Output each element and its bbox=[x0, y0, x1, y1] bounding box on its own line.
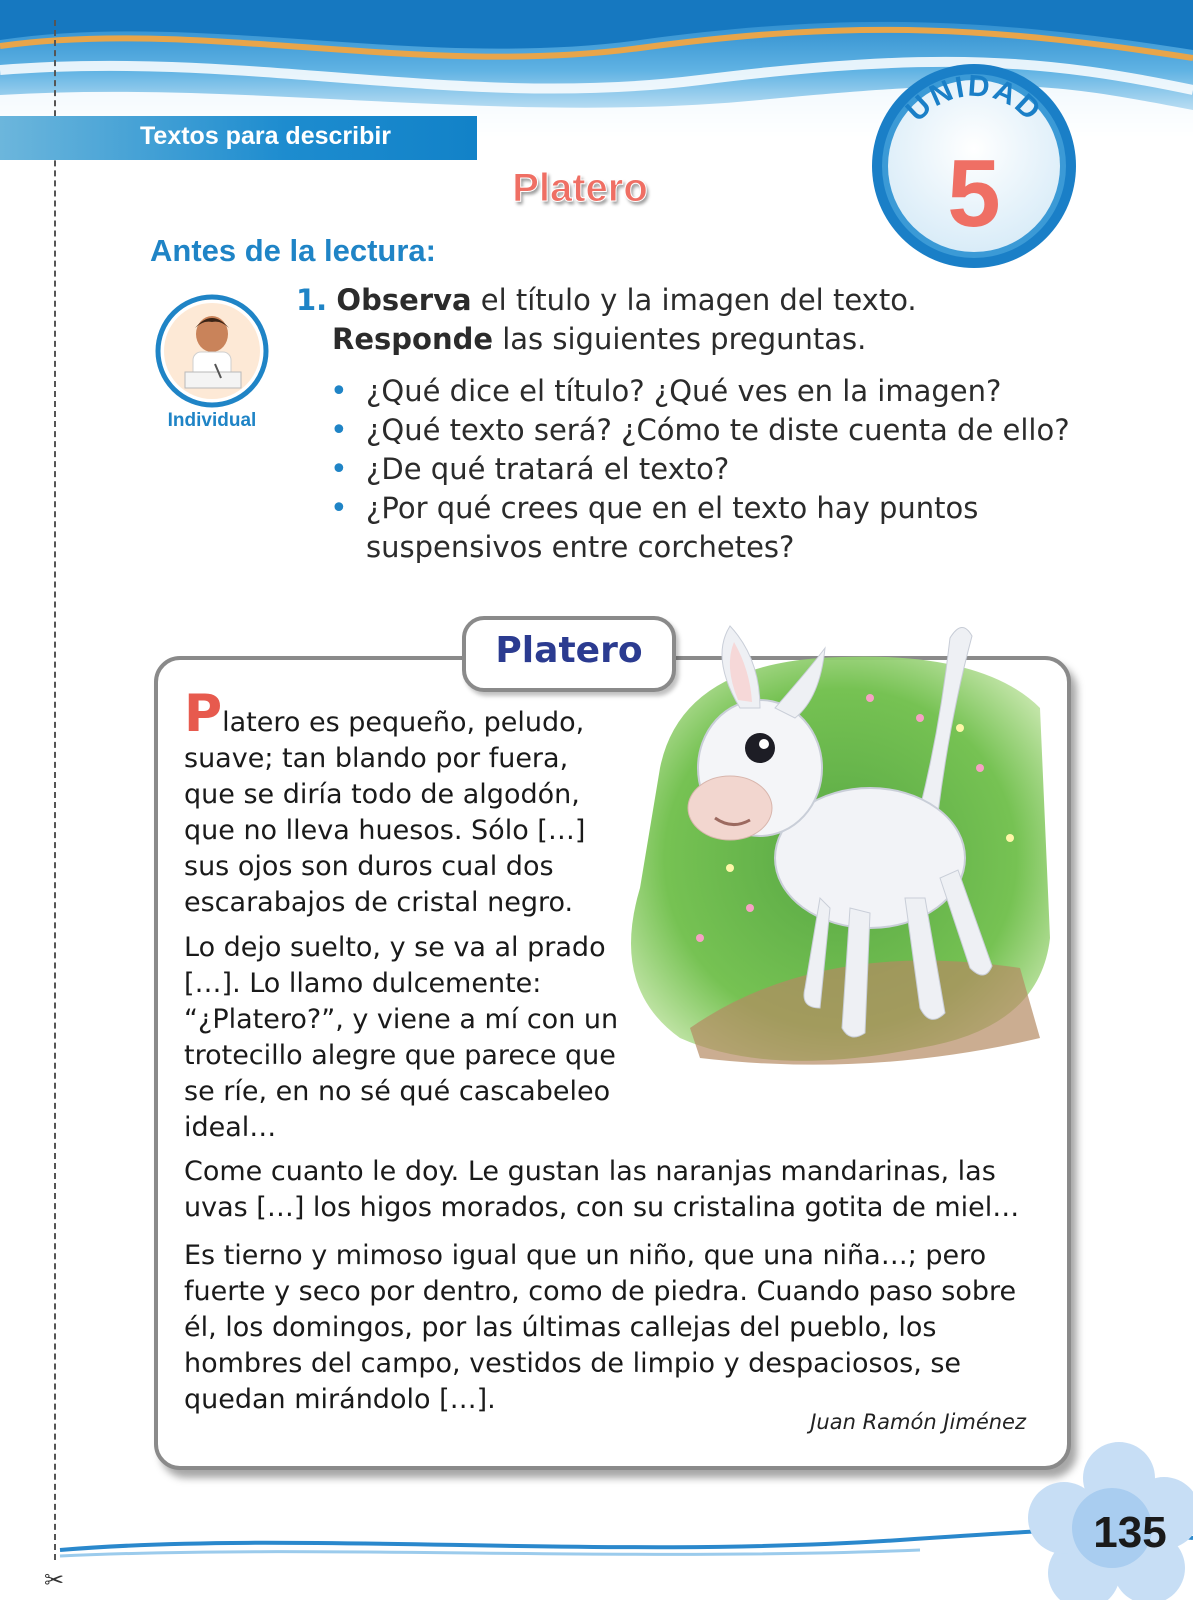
drop-cap: P bbox=[184, 684, 223, 744]
section-tab bbox=[0, 116, 477, 160]
footer-wave bbox=[0, 1500, 1193, 1560]
scissors-icon: ✂ bbox=[44, 1566, 65, 1594]
page-number: 135 bbox=[1093, 1508, 1167, 1557]
question-list bbox=[326, 372, 1086, 567]
unit-label: UNIDAD bbox=[899, 69, 1049, 129]
section-heading: Antes de la lectura: bbox=[150, 233, 436, 268]
child-writing-icon bbox=[155, 294, 269, 408]
author: Juan Ramón Jiménez bbox=[810, 1410, 1026, 1434]
question-item: • ¿Qué texto será? ¿Cómo te diste cuenta de ello? bbox=[326, 411, 1086, 450]
question-item: • ¿Por qué crees que en el texto hay puntos suspensivos entre corchetes? bbox=[326, 489, 1086, 567]
cut-line bbox=[54, 20, 56, 1560]
paragraph-1-text: latero es pequeño, peludo, suave; tan blando por fuera, que se diría todo de algodón, que no lleva huesos. Sólo […] sus ojos son duros cual dos escarabajos de cristal negro. bbox=[184, 707, 586, 918]
instruction-text-1: el título y la imagen del texto. bbox=[471, 283, 917, 317]
reading-paragraph-4: Es tierno y mimoso igual que un niño, que una niña…; pero fuerte y seco por dentro, como de piedra. Cuando paso sobre él, los domingos, por las últimas callejas del pueblo, los hombres del campo, vestidos de limpio y despaciosos, se quedan mirándolo […]. bbox=[184, 1240, 1017, 1415]
reading-paragraph-1 bbox=[184, 684, 624, 921]
question-item: • ¿Qué dice el título? ¿Qué ves en la imagen? bbox=[326, 372, 1086, 411]
reading-title: Platero bbox=[495, 630, 643, 671]
unit-badge bbox=[868, 60, 1080, 272]
reading-title-tab bbox=[462, 616, 676, 692]
page-title: Platero bbox=[512, 166, 648, 210]
white-donkey-illustration bbox=[620, 608, 1070, 1088]
unit-number: 5 bbox=[947, 140, 1001, 247]
question-item: • ¿De qué tratará el texto? bbox=[326, 450, 1086, 489]
instruction-number: 1. bbox=[296, 283, 328, 317]
instruction bbox=[296, 281, 1096, 359]
reading-paragraph-3: Come cuanto le doy. Le gustan las naranjas mandarinas, las uvas […] los higos morados, con su cristalina gotita de miel… bbox=[184, 1156, 1020, 1223]
reading-paragraph-2: Lo dejo suelto, y se va al prado […]. Lo llamo dulcemente: “¿Platero?”, y viene a mí con un trotecillo alegre que parece que se ríe, en no sé qué cascabeleo ideal… bbox=[184, 932, 619, 1143]
section-tab-label: Textos para describir bbox=[140, 122, 392, 150]
individual-label: Individual bbox=[167, 410, 257, 431]
instruction-text-2: las siguientes preguntas. bbox=[493, 322, 867, 356]
instruction-verb-observe: Observa bbox=[336, 283, 472, 317]
instruction-verb-respond: Responde bbox=[332, 322, 494, 356]
